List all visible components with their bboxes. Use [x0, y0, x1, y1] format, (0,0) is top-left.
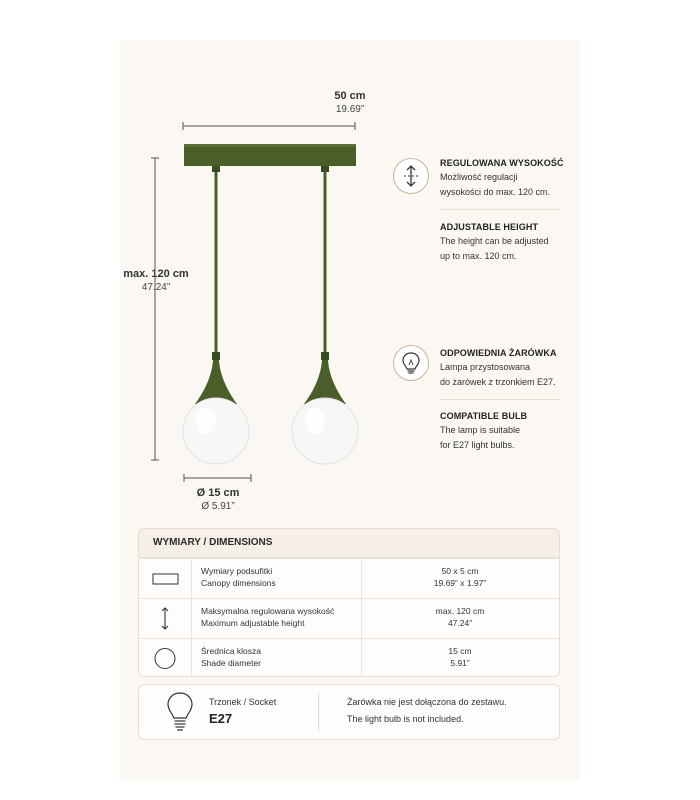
table-row	[139, 598, 559, 638]
feature-divider	[440, 209, 560, 210]
feature-bulb-title-en: COMPATIBLE BULB	[440, 411, 528, 421]
row-label-pl: Maksymalna regulowana wysokość	[201, 606, 335, 616]
feature-height-title-en: ADJUSTABLE HEIGHT	[440, 222, 539, 232]
table-row	[139, 638, 559, 677]
feature-height-text-pl-1: Możliwość regulacji	[440, 172, 518, 182]
shade-dimension-inch: Ø 5.91”	[201, 501, 235, 512]
row-value-2: 47.24”	[447, 618, 473, 628]
socket-info-box	[138, 684, 560, 740]
feature-compatible-bulb-en	[440, 411, 590, 453]
row-label	[201, 605, 334, 629]
shade-dimension-cm: Ø 15 cm	[196, 487, 240, 499]
row-value-2: 5.91”	[450, 658, 470, 668]
row-value-1: 50 x 5 cm	[441, 566, 479, 576]
rectangle-icon	[139, 559, 192, 598]
feature-height-text-en-2: up to max. 120 cm.	[440, 251, 517, 261]
table-row	[139, 558, 559, 598]
lightbulb-icon	[393, 345, 429, 381]
lightbulb-outline-icon	[163, 689, 197, 735]
width-dimension-inch: 19.69”	[335, 104, 365, 115]
feature-height-text-en-1: The height can be adjusted	[440, 236, 549, 246]
width-dimension-line	[183, 122, 355, 130]
row-label	[201, 565, 276, 589]
bulb-note-pl: Żarówka nie jest dołączona do zestawu.	[347, 697, 507, 707]
width-dimension-cm: 50 cm	[334, 90, 366, 102]
row-value-1: 15 cm	[448, 646, 472, 656]
row-value-2: 19.69” x 1.97”	[433, 578, 487, 588]
feature-bulb-title-pl: ODPOWIEDNIA ŻARÓWKA	[440, 348, 557, 358]
bulb-note-en: The light bulb is not included.	[347, 714, 464, 724]
feature-bulb-text-en-2: for E27 light bulbs.	[440, 440, 515, 450]
row-label	[201, 645, 261, 669]
dimensions-table-title: WYMIARY / DIMENSIONS	[139, 529, 559, 558]
adjustable-height-arrows-icon	[393, 158, 429, 194]
row-value	[361, 645, 559, 669]
feature-height-text-pl-2: wysokości do max. 120 cm.	[440, 187, 551, 197]
row-label-en: Shade diameter	[201, 658, 262, 668]
feature-divider	[440, 399, 560, 400]
dimensions-table	[138, 528, 560, 677]
height-dimension-line	[151, 158, 159, 460]
canopy	[184, 144, 356, 166]
circle-icon	[139, 639, 192, 677]
socket-value: E27	[209, 711, 233, 726]
vertical-arrow-icon	[139, 599, 192, 638]
row-value	[361, 605, 559, 629]
shade-dimension-line	[184, 474, 251, 482]
row-label-en: Canopy dimensions	[201, 578, 276, 588]
row-value	[361, 565, 559, 589]
lamp-right	[292, 166, 358, 464]
row-label-pl: Średnica klosza	[201, 646, 262, 656]
socket-divider	[318, 693, 319, 731]
feature-height-title-pl: REGULOWANA WYSOKOŚĆ	[440, 158, 564, 168]
feature-adjustable-height-en	[440, 222, 590, 264]
feature-adjustable-height-pl	[440, 158, 590, 200]
lamp-left	[183, 166, 249, 464]
feature-bulb-text-en-1: The lamp is suitable	[440, 425, 521, 435]
row-label-pl: Wymiary podsufitki	[201, 566, 273, 576]
feature-bulb-text-pl-1: Lampa przystosowana	[440, 362, 531, 372]
socket-label: Trzonek / Socket	[209, 697, 277, 707]
height-dimension-cm: max. 120 cm	[123, 268, 189, 280]
height-dimension-inch: 47.24”	[141, 282, 171, 293]
feature-bulb-text-pl-2: do żarówek z trzonkiem E27.	[440, 377, 556, 387]
row-value-1: max. 120 cm	[435, 606, 485, 616]
feature-compatible-bulb-pl	[440, 348, 590, 390]
row-label-en: Maximum adjustable height	[201, 618, 305, 628]
